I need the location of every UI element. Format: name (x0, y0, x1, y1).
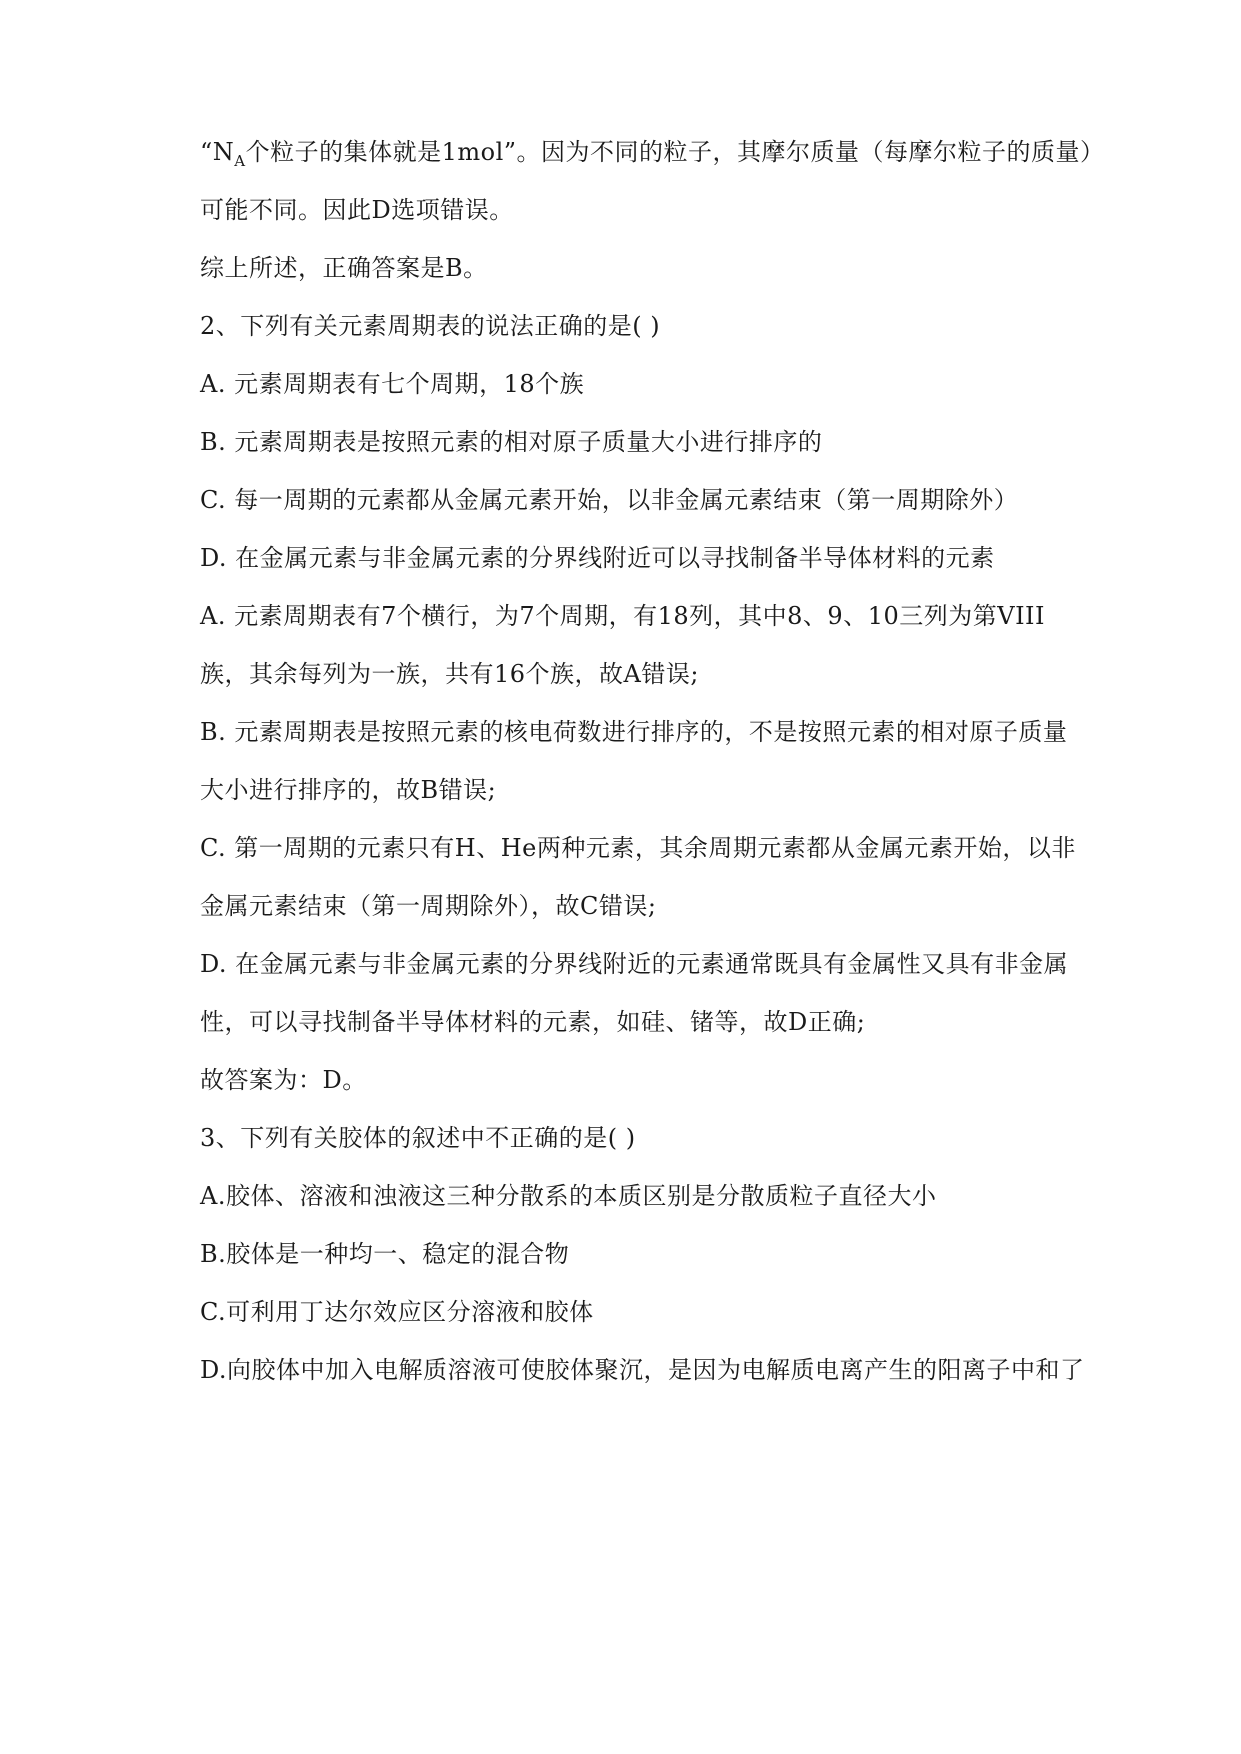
explanation-a-line-2: 族，其余每列为一族，共有16个族，故A错误; (200, 660, 699, 688)
text-line-2: 可能不同。因此D选项错误。 (200, 196, 514, 224)
explanation-d-line-2: 性，可以寻找制备半导体材料的元素，如硅、锗等，故D正确; (200, 1008, 866, 1036)
text-line-1 (200, 137, 1105, 176)
text-fragment: 个粒子的集体就是1mol”。因为不同的粒子，其摩尔质量（每摩尔粒子的质量） (245, 138, 1105, 166)
question-2-option-d: D. 在金属元素与非金属元素的分界线附近可以寻找制备半导体材料的元素 (200, 544, 995, 572)
explanation-c-line-2: 金属元素结束（第一周期除外），故C错误; (200, 892, 657, 920)
subscript: A (234, 152, 246, 170)
text-fragment: “N (200, 138, 235, 166)
question-3-title: 3、下列有关胶体的叙述中不正确的是( ) (200, 1124, 636, 1152)
explanation-b-line-2: 大小进行排序的，故B错误; (200, 776, 497, 804)
text-line-3: 综上所述，正确答案是B。 (200, 254, 488, 282)
question-2-option-c: C. 每一周期的元素都从金属元素开始，以非金属元素结束（第一周期除外） (200, 486, 1019, 514)
question-2-answer: 故答案为：D。 (200, 1066, 367, 1094)
explanation-c-line-1: C. 第一周期的元素只有H、He两种元素，其余周期元素都从金属元素开始，以非 (200, 834, 1076, 862)
question-2-option-b: B. 元素周期表是按照元素的相对原子质量大小进行排序的 (200, 428, 823, 456)
explanation-d-line-1: D. 在金属元素与非金属元素的分界线附近的元素通常既具有金属性又具有非金属 (200, 950, 1069, 978)
question-3-option-c: C.可利用丁达尔效应区分溶液和胶体 (200, 1298, 594, 1326)
question-3-option-b: B.胶体是一种均一、稳定的混合物 (200, 1240, 570, 1268)
explanation-a-line-1: A. 元素周期表有7个横行，为7个周期，有18列，其中8、9、10三列为第VIII (200, 602, 1046, 630)
question-2-option-a: A. 元素周期表有七个周期，18个族 (200, 370, 585, 398)
question-3-option-a: A.胶体、溶液和浊液这三种分散系的本质区别是分散质粒子直径大小 (200, 1182, 937, 1210)
question-3-option-d: D.向胶体中加入电解质溶液可使胶体聚沉，是因为电解质电离产生的阳离子中和了 (200, 1356, 1085, 1384)
explanation-b-line-1: B. 元素周期表是按照元素的核电荷数进行排序的，不是按照元素的相对原子质量 (200, 718, 1068, 746)
question-2-title: 2、下列有关元素周期表的说法正确的是( ) (200, 312, 661, 340)
